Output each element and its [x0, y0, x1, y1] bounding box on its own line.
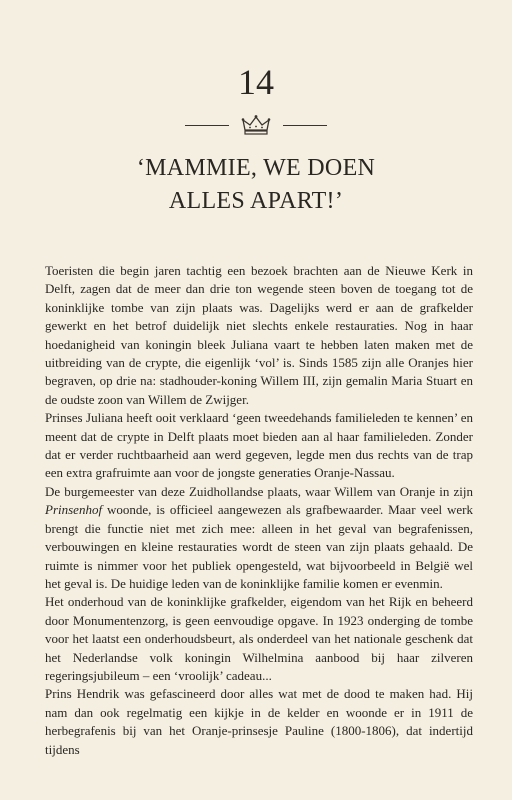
body-text [45, 262, 473, 759]
chapter-title-line: ‘MAMMIE, WE DOEN [136, 155, 376, 181]
ornament-rule-left [185, 125, 229, 126]
ornament-rule-right [283, 125, 327, 126]
paragraph: Prins Hendrik was gefascineerd door alles wat met de dood te maken had. Hij nam dan ook regelmatig een kijkje in de kelder en woonde er in 1911 de herbegrafenis bij van het Oranje-prinsesje Pauline (1800-1806), dat indertijd tijdens [45, 686, 473, 757]
paragraph [45, 483, 473, 593]
paragraph: Het onderhoud van de koninklijke grafkelder, eigendom van het Rijk en beheerd door Monumentenzorg, is geen eenvoudige opgave. In 1923 onderging de tombe voor het laatst een onderhoudsbeurt, als onderdeel van het nationale geschenk dat het Nederlandse volk koningin Wilhelmina aanbood bij haar zilveren regeringsjubileum – een ‘vroolijk’ cadeau... [45, 594, 473, 683]
chapter-ornament [0, 113, 512, 137]
italic-place-name: Prinsenhof [45, 502, 103, 518]
paragraph: Prinses Juliana heeft ooit verklaard ‘geen tweedehands familieleden te kennen’ en meent dat de crypte in Delft plaats moet bieden aan al haar familieleden. Zonder dat er verder ruchtbaarheid aan werd gegeven, legde men dus rechts van de trap een extra grafruimte aan voor de jongste generaties Oranje-Nassau. [45, 410, 473, 481]
paragraph: Toeristen die begin jaren tachtig een bezoek brachten aan de Nieuwe Kerk in Delft, zagen dat de meer dan drie ton wegende steen boven de toegang tot de koninklijke tombe van zijn plaats was. Dagelijks werd er aan de grafkelder gewerkt en het betrof duidelijk niet slechts enkele restauraties. Nog in haar hoedanigheid van koningin bleek Juliana vaart te hebben laten maken met de uitbreiding van de crypte, die eigenlijk ‘vol’ is. Sinds 1585 zijn alle Oranjes hier begraven, op drie na: stadhouder-koning Willem III, zijn gemalin Maria Stuart en de oudste zoon van Willem de Zwijger. [45, 263, 473, 407]
paragraph-text: De burgemeester van deze Zuidhollandse plaats, waar Willem van Oranje in zijn [45, 483, 473, 499]
chapter-number: 14 [238, 62, 274, 102]
chapter-title-line: ALLES APART!’ [168, 188, 344, 214]
paragraph-text: woonde, is officieel aangewezen als grafbewaarder. Maar veel werk brengt die functie niet met zich mee: alleen in het geval van begrafenissen, verbouwingen en kleine restauraties wordt de steen van zijn plaats gehaald. De ruimte is nimmer voor het publiek opengesteld, wat bijvoorbeeld in België wel het geval is. De huidige leden van de koninklijke familie komen er evenmin. [45, 502, 473, 591]
chapter-title [0, 152, 512, 218]
crown-icon [241, 114, 271, 136]
